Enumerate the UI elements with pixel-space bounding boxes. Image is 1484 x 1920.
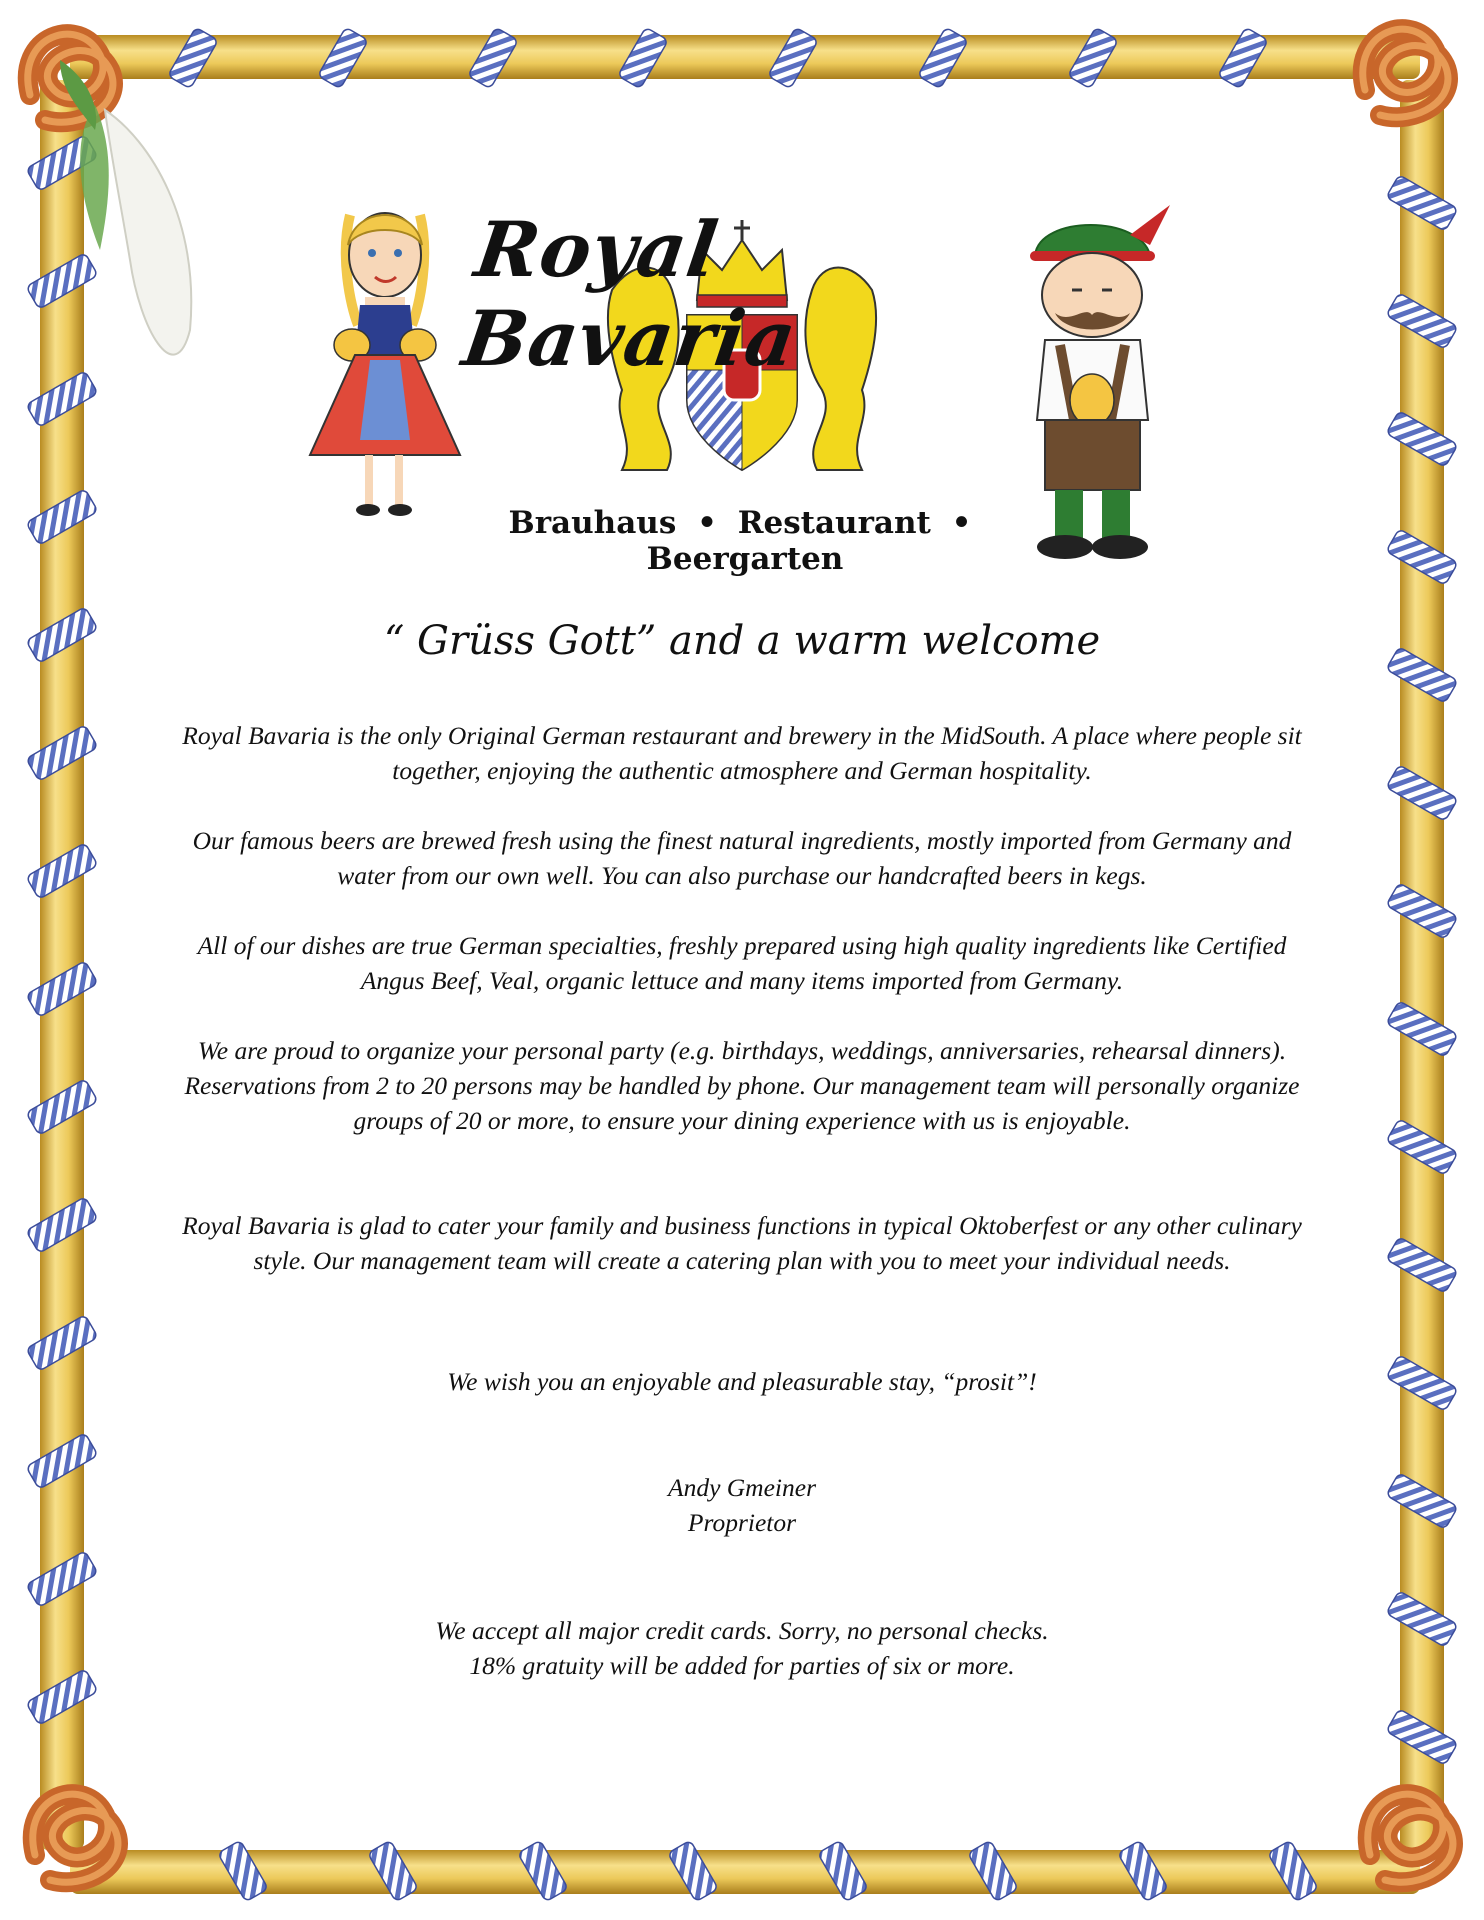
- closing-wish: We wish you an enjoyable and pleasurable stay, “prosit”!: [447, 1367, 1037, 1396]
- tagline-separator: •: [951, 505, 972, 541]
- gratuity-note: 18% gratuity will be added for parties of six or more.: [469, 1651, 1015, 1680]
- brand-tagline: [475, 505, 1015, 577]
- dirndl-girl-illustration: [310, 213, 460, 516]
- beer-paragraph: Our famous beers are brewed fresh using the finest natural ingredients, mostly imported from Germany and water from our own well. You can also purchase our handcrafted beers in kegs.: [192, 826, 1292, 890]
- brand-title: Royal Bavaria: [457, 205, 803, 383]
- party-paragraph: We are proud to organize your personal party (e.g. birthdays, weddings, anniversaries, rehearsal dinners). Reservations from 2 to 20 persons may be handled by phone. Our management team will personally organize groups of 20 or more, to ensure your dining experience with us is enjoyable.: [184, 1036, 1300, 1135]
- frame-top-pole: [70, 35, 1420, 79]
- tagline-separator: •: [697, 505, 717, 541]
- catering-paragraph: Royal Bavaria is glad to cater your family and business functions in typical Oktoberfest or any other culinary style. Our management team will create a catering plan with you to meet your individual needs.: [182, 1211, 1302, 1275]
- signature-title: Proprietor: [687, 1508, 797, 1537]
- welcome-heading: “ Grüss Gott” and a warm welcome: [383, 618, 1101, 664]
- dishes-paragraph: All of our dishes are true German specialties, freshly prepared using high quality ingredients like Certified Angus Beef, Veal, organic lettuce and many items imported from Germany.: [197, 931, 1287, 995]
- frame-bottom-pole: [70, 1850, 1420, 1894]
- tagline-brauhaus: Brauhaus: [508, 505, 677, 541]
- payment-note: We accept all major credit cards. Sorry, no personal checks.: [435, 1616, 1049, 1645]
- intro-paragraph: Royal Bavaria is the only Original German restaurant and brewery in the MidSouth. A place where people sit together, enjoying the authentic atmosphere and German hospitality.: [182, 721, 1302, 785]
- tagline-beergarten: Beergarten: [646, 541, 844, 577]
- lederhosen-man-illustration: [1030, 205, 1170, 559]
- signature-name: Andy Gmeiner: [668, 1473, 816, 1502]
- tagline-restaurant: Restaurant: [737, 505, 931, 541]
